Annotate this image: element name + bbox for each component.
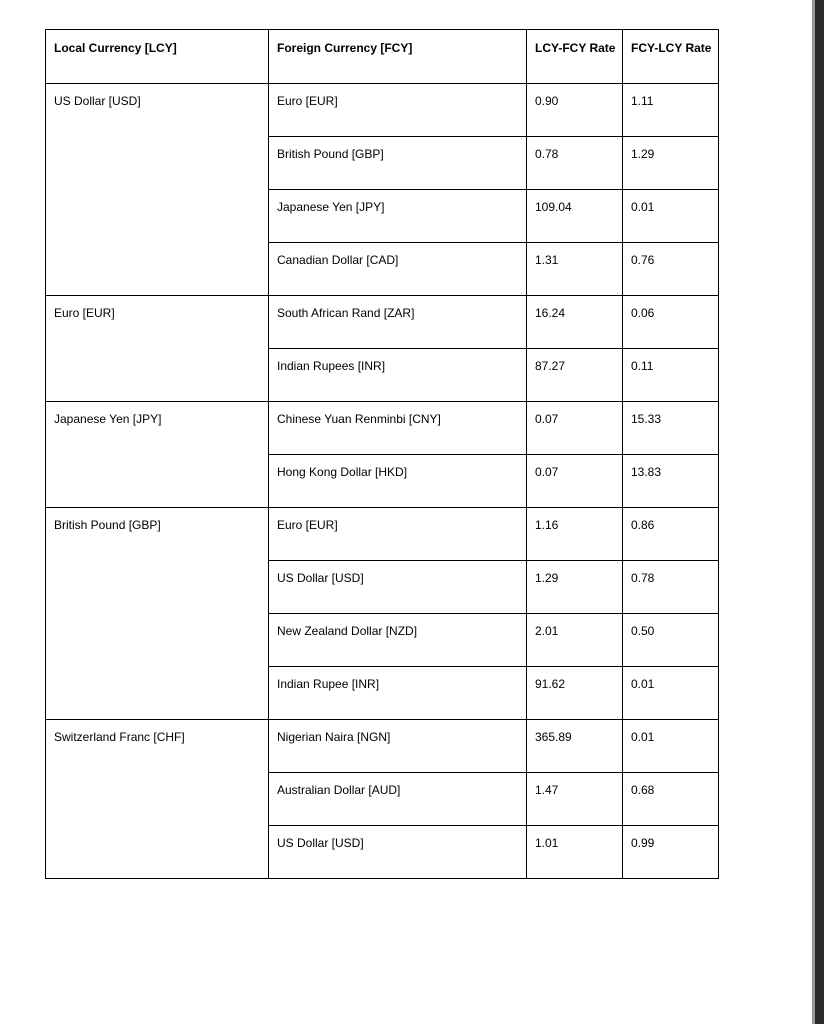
foreign-currency-cell: New Zealand Dollar [NZD]	[269, 614, 527, 667]
lcy-fcy-rate-cell: 1.31	[527, 243, 623, 296]
foreign-currency-cell: Hong Kong Dollar [HKD]	[269, 455, 527, 508]
lcy-fcy-rate-cell: 87.27	[527, 349, 623, 402]
lcy-fcy-rate-cell: 1.16	[527, 508, 623, 561]
lcy-fcy-rate-cell: 0.78	[527, 137, 623, 190]
fcy-lcy-rate-cell: 0.86	[623, 508, 719, 561]
fcy-lcy-rate-cell: 0.11	[623, 349, 719, 402]
table-body	[46, 84, 719, 879]
table-row	[46, 402, 719, 455]
fcy-lcy-rate-cell: 0.68	[623, 773, 719, 826]
lcy-fcy-rate-cell: 0.07	[527, 402, 623, 455]
local-currency-cell: Japanese Yen [JPY]	[46, 402, 269, 508]
table-row	[46, 84, 719, 137]
fcy-lcy-rate-cell: 13.83	[623, 455, 719, 508]
foreign-currency-cell: South African Rand [ZAR]	[269, 296, 527, 349]
lcy-fcy-rate-cell: 365.89	[527, 720, 623, 773]
foreign-currency-cell: Canadian Dollar [CAD]	[269, 243, 527, 296]
lcy-fcy-rate-cell: 16.24	[527, 296, 623, 349]
exchange-rate-table	[45, 29, 719, 879]
foreign-currency-cell: Nigerian Naira [NGN]	[269, 720, 527, 773]
foreign-currency-cell: US Dollar [USD]	[269, 826, 527, 879]
window-edge	[812, 0, 824, 1024]
lcy-fcy-rate-cell: 1.01	[527, 826, 623, 879]
fcy-lcy-rate-cell: 1.29	[623, 137, 719, 190]
foreign-currency-cell: British Pound [GBP]	[269, 137, 527, 190]
fcy-lcy-rate-cell: 0.99	[623, 826, 719, 879]
local-currency-cell: US Dollar [USD]	[46, 84, 269, 296]
lcy-fcy-rate-cell: 0.07	[527, 455, 623, 508]
lcy-fcy-rate-cell: 109.04	[527, 190, 623, 243]
fcy-lcy-rate-cell: 0.50	[623, 614, 719, 667]
fcy-lcy-rate-cell: 0.01	[623, 667, 719, 720]
header-local-currency: Local Currency [LCY]	[46, 30, 269, 84]
fcy-lcy-rate-cell: 0.76	[623, 243, 719, 296]
header-fcy-lcy-rate: FCY-LCY Rate	[623, 30, 719, 84]
foreign-currency-cell: Euro [EUR]	[269, 508, 527, 561]
local-currency-cell: British Pound [GBP]	[46, 508, 269, 720]
lcy-fcy-rate-cell: 1.29	[527, 561, 623, 614]
header-row	[46, 30, 719, 84]
lcy-fcy-rate-cell: 91.62	[527, 667, 623, 720]
table-row	[46, 296, 719, 349]
local-currency-cell: Switzerland Franc [CHF]	[46, 720, 269, 879]
fcy-lcy-rate-cell: 0.01	[623, 190, 719, 243]
foreign-currency-cell: Australian Dollar [AUD]	[269, 773, 527, 826]
lcy-fcy-rate-cell: 1.47	[527, 773, 623, 826]
table-row	[46, 720, 719, 773]
foreign-currency-cell: US Dollar [USD]	[269, 561, 527, 614]
fcy-lcy-rate-cell: 15.33	[623, 402, 719, 455]
foreign-currency-cell: Euro [EUR]	[269, 84, 527, 137]
header-foreign-currency: Foreign Currency [FCY]	[269, 30, 527, 84]
fcy-lcy-rate-cell: 1.11	[623, 84, 719, 137]
fcy-lcy-rate-cell: 0.01	[623, 720, 719, 773]
fcy-lcy-rate-cell: 0.06	[623, 296, 719, 349]
foreign-currency-cell: Chinese Yuan Renminbi [CNY]	[269, 402, 527, 455]
foreign-currency-cell: Japanese Yen [JPY]	[269, 190, 527, 243]
fcy-lcy-rate-cell: 0.78	[623, 561, 719, 614]
header-lcy-fcy-rate: LCY-FCY Rate	[527, 30, 623, 84]
lcy-fcy-rate-cell: 2.01	[527, 614, 623, 667]
lcy-fcy-rate-cell: 0.90	[527, 84, 623, 137]
foreign-currency-cell: Indian Rupee [INR]	[269, 667, 527, 720]
foreign-currency-cell: Indian Rupees [INR]	[269, 349, 527, 402]
table-row	[46, 508, 719, 561]
local-currency-cell: Euro [EUR]	[46, 296, 269, 402]
